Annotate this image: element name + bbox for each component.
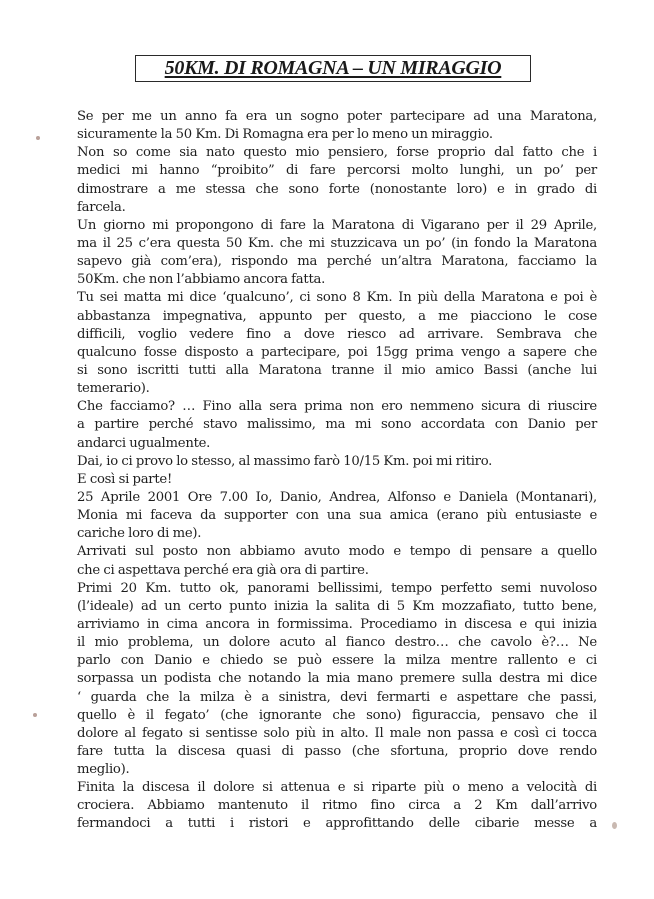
text-line: quello è il fegato’ (che ignorante che sono) figuraccia, pensavo che il xyxy=(77,707,597,723)
text-line: abbastanza impegnativa, appunto per questo, a me piacciono le cose xyxy=(77,308,597,324)
text-line: (l’ideale) ad un certo punto inizia la salita di 5 Km mozzafiato, tutto bene, xyxy=(77,598,597,614)
text-line: cariche loro di me). xyxy=(77,526,202,542)
text-line: E così si parte! xyxy=(77,471,173,487)
text-line: temerario). xyxy=(77,381,150,397)
text-line: Non so come sia nato questo mio pensiero, forse proprio dal fatto che i xyxy=(77,145,597,161)
title-box xyxy=(135,55,531,82)
text-line: Dai, io ci provo lo stesso, al massimo farò 10/15 Km. poi mi ritiro. xyxy=(77,453,493,469)
text-line: Tu sei matta mi dice ‘qualcuno’, ci sono 8 Km. In più della Maratona e poi è xyxy=(77,290,597,306)
text-line: Primi 20 Km. tutto ok, panorami bellissimi, tempo perfetto semi nuvoloso xyxy=(77,580,597,596)
document-title: 50KM. DI ROMAGNA – UN MIRAGGIO xyxy=(164,57,502,79)
text-line: fare tutta la discesa quasi di passo (che sfortuna, proprio dove rendo xyxy=(77,743,597,759)
text-line: ‘ guarda che la milza è a sinistra, devi fermarti e aspettare che passi, xyxy=(77,689,597,705)
text-line: crociera. Abbiamo mantenuto il ritmo fino circa a 2 Km dall’arrivo xyxy=(77,798,597,814)
text-line: dimostrare a me stessa che sono forte (nonostante loro) e in grado di xyxy=(77,181,597,197)
scan-speck xyxy=(612,822,617,829)
scan-speck xyxy=(36,136,40,140)
text-line: andarci ugualmente. xyxy=(77,435,211,451)
text-line: Che facciamo? … Fino alla sera prima non ero nemmeno sicura di riuscire xyxy=(77,399,597,415)
text-line: si sono iscritti tutti alla Maratona tranne il mio amico Bassi (anche lui xyxy=(77,362,597,378)
text-line: 50Km. che non l’abbiamo ancora fatta. xyxy=(77,272,326,288)
text-line: Finita la discesa il dolore si attenua e si riparte più o meno a velocità di xyxy=(77,780,597,796)
text-line: 25 Aprile 2001 Ore 7.00 Io, Danio, Andrea, Alfonso e Daniela (Montanari), xyxy=(77,489,597,505)
document-body xyxy=(77,108,597,834)
text-line: a partire perché stavo malissimo, ma mi sono accordata con Danio per xyxy=(77,417,597,433)
text-line: Arrivati sul posto non abbiamo avuto modo e tempo di pensare a quello xyxy=(77,544,597,560)
text-line: medici mi hanno “proibito” di fare percorsi molto lunghi, un po’ per xyxy=(77,163,597,179)
text-line: Un giorno mi propongono di fare la Maratona di Vigarano per il 29 Aprile, xyxy=(77,217,597,233)
text-line: sapevo già com’era), rispondo ma perché un’altra Maratona, facciamo la xyxy=(77,254,597,270)
text-line: qualcuno fosse disposto a partecipare, poi 15gg prima vengo a sapere che xyxy=(77,344,597,360)
text-line: farcela. xyxy=(77,199,126,215)
text-line: arriviamo in cima ancora in formissima. Procediamo in discesa e qui inizia xyxy=(77,616,597,632)
text-line: sorpassa un podista che notando la mia mano premere sulla destra mi dice xyxy=(77,671,597,687)
text-line: dolore al fegato si sentisse solo più in alto. Il male non passa e così ci tocca xyxy=(77,725,597,741)
text-line: Se per me un anno fa era un sogno poter partecipare ad una Maratona, xyxy=(77,109,597,124)
scan-speck xyxy=(33,713,37,717)
text-line: ma il 25 c’era questa 50 Km. che mi stuzzicava un po’ (in fondo la Maratona xyxy=(77,235,597,251)
text-line: il mio problema, un dolore acuto al fianco destro… che cavolo è?… Ne xyxy=(77,635,597,651)
text-line: fermandoci a tutti i ristori e approfittando delle cibarie messe a xyxy=(77,816,597,832)
text-line: sicuramente la 50 Km. Di Romagna era per lo meno un miraggio. xyxy=(77,127,493,143)
text-line: meglio). xyxy=(77,762,130,778)
text-line: parlo con Danio e chiedo se può essere la milza mentre rallento e ci xyxy=(77,653,597,669)
text-line: difficili, voglio vedere fino a dove riesco ad arrivare. Sembrava che xyxy=(77,326,597,342)
text-line: che ci aspettava perché era già ora di partire. xyxy=(77,562,369,578)
text-line: Monia mi faceva da supporter con una sua amica (erano più entusiaste e xyxy=(77,508,597,524)
